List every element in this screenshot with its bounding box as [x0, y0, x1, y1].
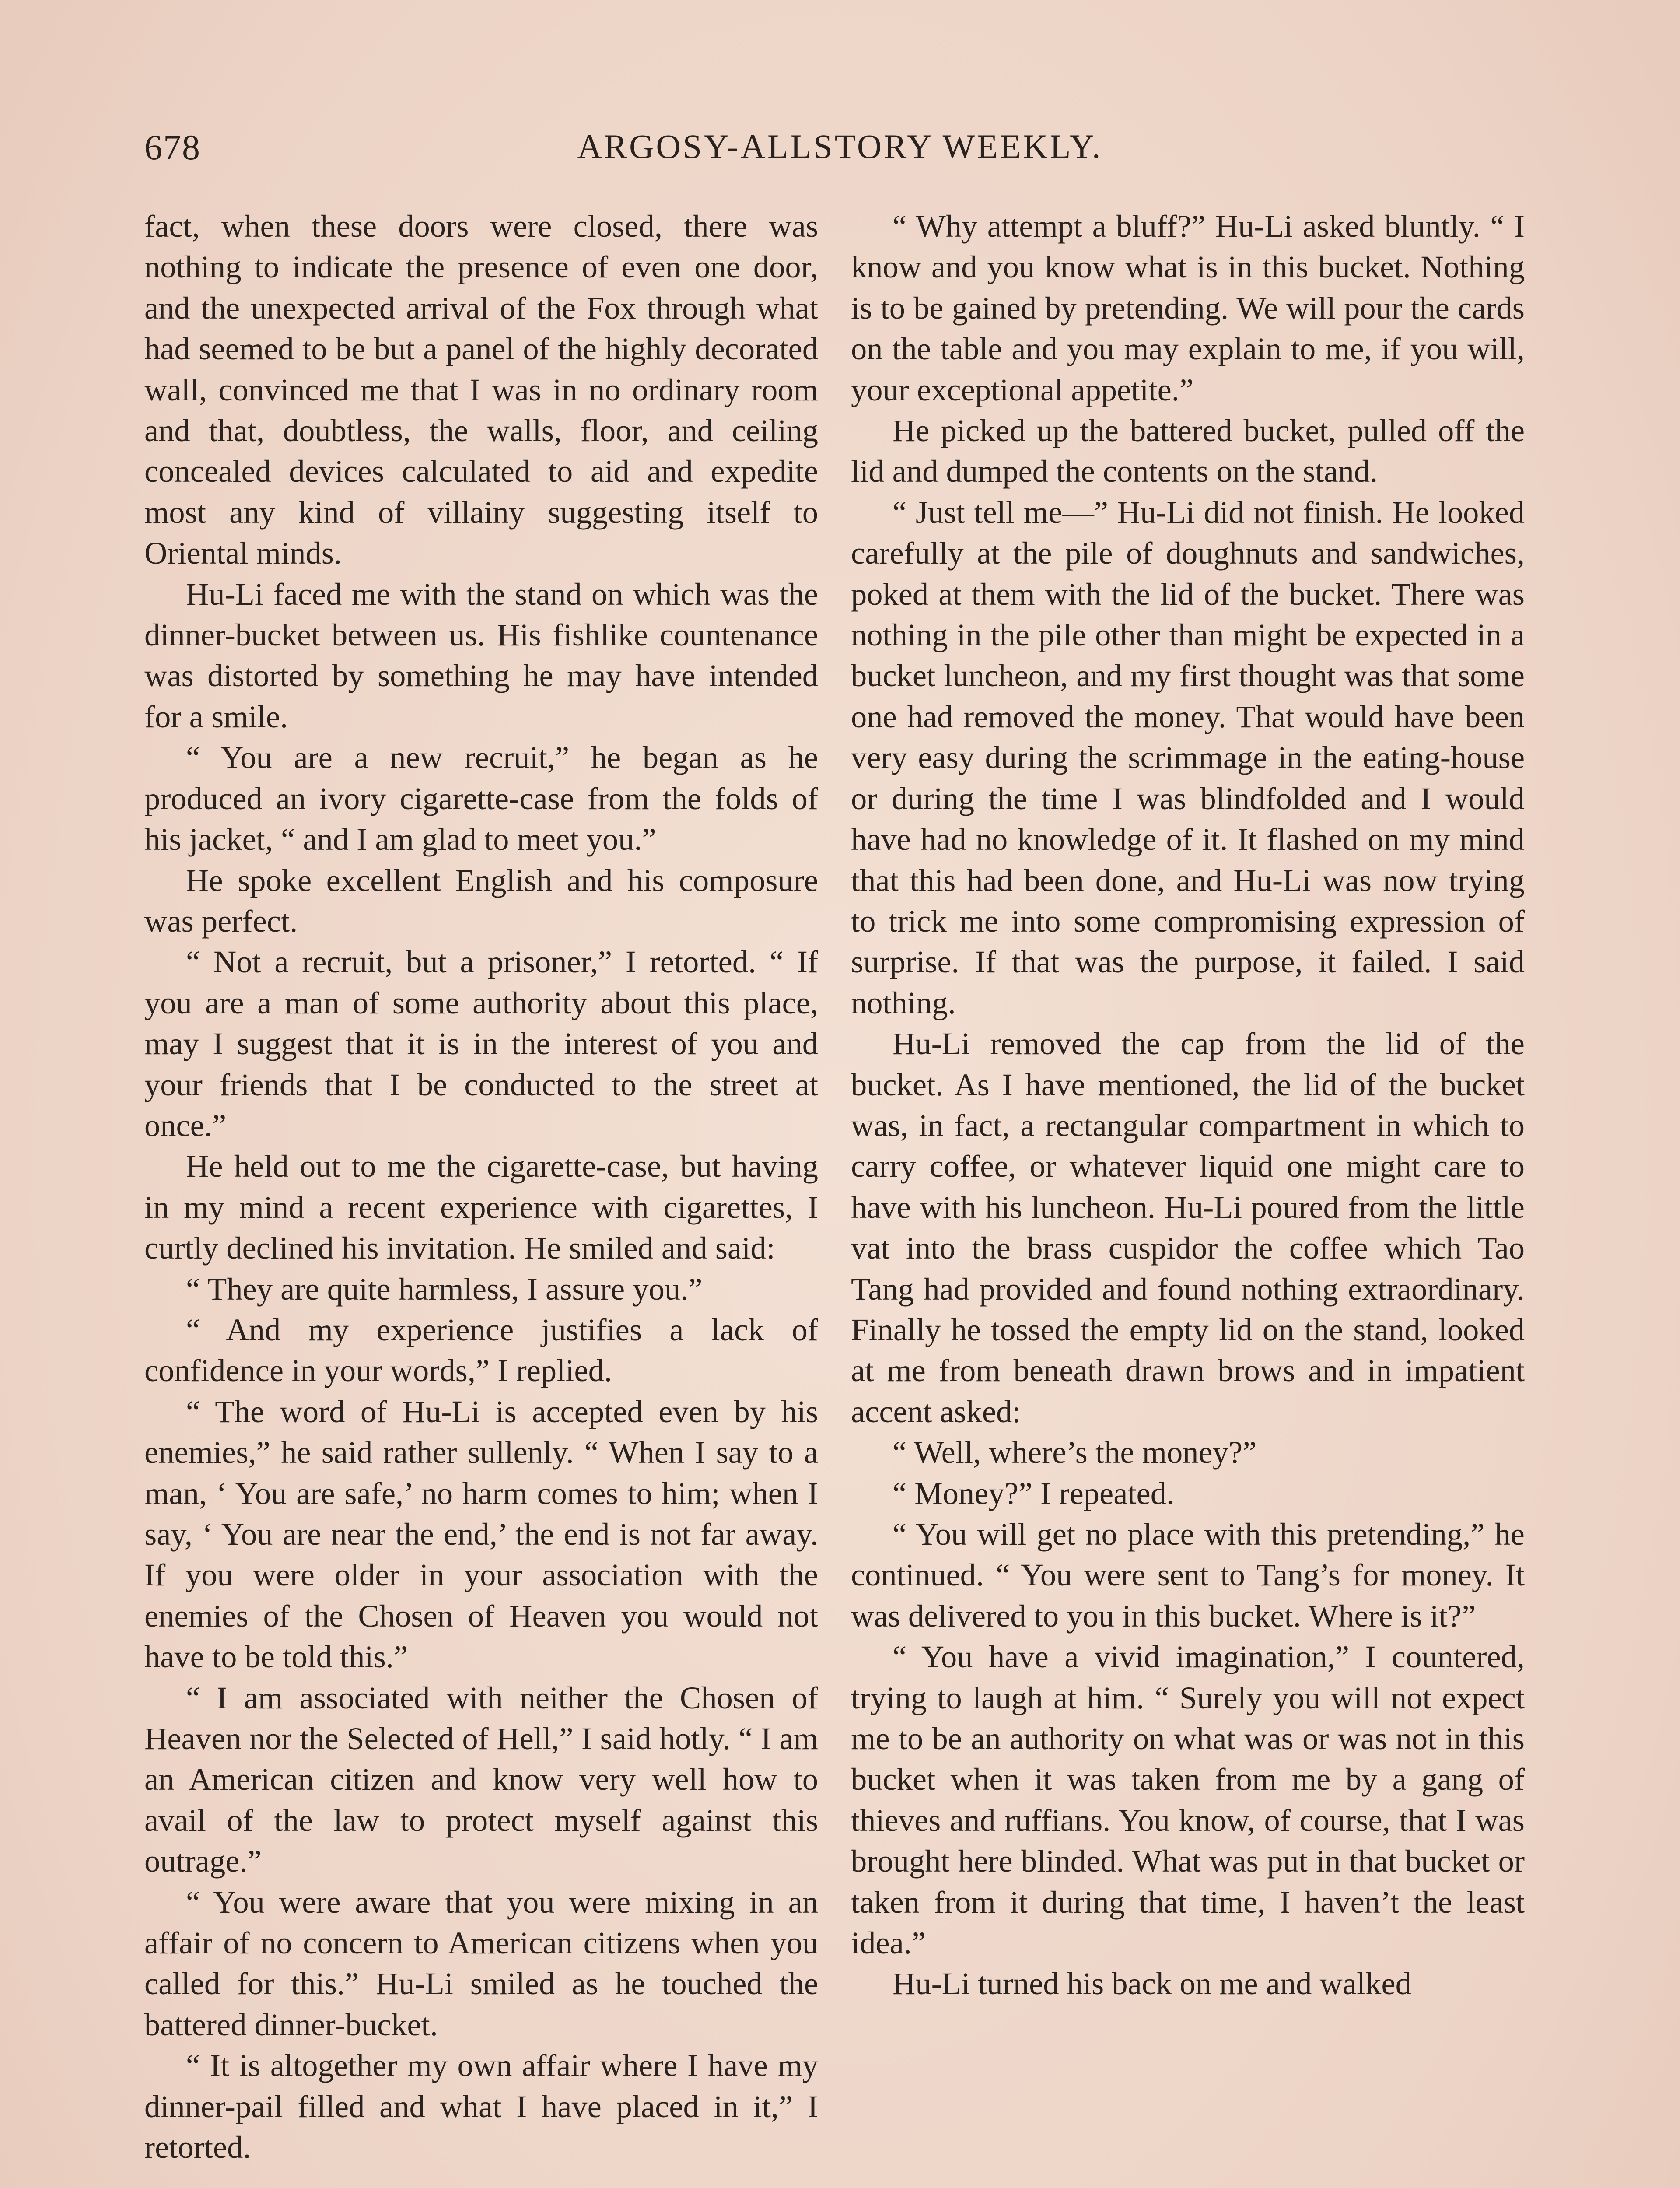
- paragraph: “ The word of Hu-Li is accepted even by his enemies,” he said rather sullenly. “ When I say to a man, ‘ You are safe,’ no harm comes to him; when I say, ‘ You are near the end,’ the end is not far away. If you were older in your association with the enemies of the Chosen of Heaven you would not have to be told this.”: [144, 1393, 818, 1675]
- paragraph: “ It is altogether my own affair where I have my dinner-pail filled and what I have placed in it,” I retorted.: [144, 2048, 818, 2165]
- paragraph: He spoke excellent English and his composure was perfect.: [144, 862, 818, 939]
- paragraph: Hu-Li faced me with the stand on which was the dinner-bucket between us. His fishlike countenance was distorted by something he may have intended for a smile.: [144, 576, 818, 734]
- paragraph: “ Just tell me—” Hu-Li did not finish. He looked carefully at the pile of doughnuts and sandwiches, poked at them with the lid of the bucket. There was nothing in the pile other than might be expected in a bucket luncheon, and my first thought was that some one had removed the money. That would have been very easy during the scrimmage in the eating-house or during the time I was blindfolded and I would have had no knowledge of it. It flashed on my mind that this had been done, and Hu-Li was now trying to trick me into some compromising expression of surprise. If that was the purpose, it failed. I said nothing.: [851, 494, 1525, 1020]
- page-header: [144, 127, 1536, 175]
- page-number: 678: [144, 127, 201, 167]
- paragraph: Hu-Li removed the cap from the lid of the bucket. As I have mentioned, the lid of the bucket was, in fact, a rectangular compartment in which to carry coffee, or whatever liquid one might care to have with his luncheon. Hu-Li poured from the little vat into the brass cuspidor the coffee which Tao Tang had provided and found nothing extraordinary. Finally he tossed the empty lid on the stand, looked at me from beneath drawn brows and in impatient accent asked:: [851, 1026, 1525, 1429]
- paragraph: He picked up the battered bucket, pulled off the lid and dumped the contents on the stand.: [851, 413, 1525, 489]
- paragraph: “ You were aware that you were mixing in an affair of no concern to American citizens when you called for this.” Hu-Li smiled as he touched the battered dinner-bucket.: [144, 1884, 818, 2042]
- paragraph: “ Well, where’s the money?”: [892, 1434, 1257, 1470]
- right-column: [851, 206, 1525, 2004]
- paragraph: Hu-Li turned his back on me and walked: [892, 1966, 1411, 2002]
- paragraph: “ Not a recruit, but a prisoner,” I retorted. “ If you are a man of some authority about this place, may I suggest that it is in the interest of you and your friends that I be conducted to the street at once.”: [144, 944, 818, 1143]
- paragraph: “ Why attempt a bluff?” Hu-Li asked bluntly. “ I know and you know what is in this bucket. Nothing is to be gained by pretending. We will pour the cards on the table and you may explain to me, if you will, your exceptional appetite.”: [851, 208, 1525, 407]
- paragraph: He held out to me the cigarette-case, but having in my mind a recent experience with cigarettes, I curtly declined his invitation. He smiled and said:: [144, 1148, 818, 1266]
- paragraph: “ They are quite harmless, I assure you.”: [186, 1271, 703, 1307]
- paragraph: “ You have a vivid imagination,” I countered, trying to laugh at him. “ Surely you will not expect me to be an authority on what was or was not in this bucket when it was taken from me by a gang of thieves and ruffians. You know, of course, that I was brought here blinded. What was put in that bucket or taken from it during that time, I haven’t the least idea.”: [851, 1639, 1525, 1961]
- paragraph: fact, when these doors were closed, there was nothing to indicate the presence of even one door, and the unexpected arrival of the Fox through what had seemed to be but a panel of the highly decorated wall, convinced me that I was in no ordinary room and that, doubtless, the walls, floor, and ceiling concealed devices calculated to aid and expedite most any kind of villainy suggesting itself to Oriental minds.: [144, 208, 818, 571]
- left-column: [144, 206, 818, 2168]
- paragraph: “ You will get no place with this pretending,” he continued. “ You were sent to Tang’s for money. It was delivered to you in this bucket. Where is it?”: [851, 1516, 1525, 1634]
- paragraph: “ You are a new recruit,” he began as he produced an ivory cigarette-case from the folds of his jacket, “ and I am glad to meet you.”: [144, 740, 818, 857]
- paragraph: “ Money?” I repeated.: [892, 1475, 1175, 1511]
- paragraph: “ I am associated with neither the Chosen of Heaven nor the Selected of Hell,” I said hotly. “ I am an American citizen and know very well how to avail of the law to protect myself against this outrage.”: [144, 1680, 818, 1879]
- running-title: ARGOSY-ALLSTORY WEEKLY.: [577, 127, 1103, 165]
- paragraph: “ And my experience justifies a lack of confidence in your words,” I replied.: [144, 1311, 818, 1389]
